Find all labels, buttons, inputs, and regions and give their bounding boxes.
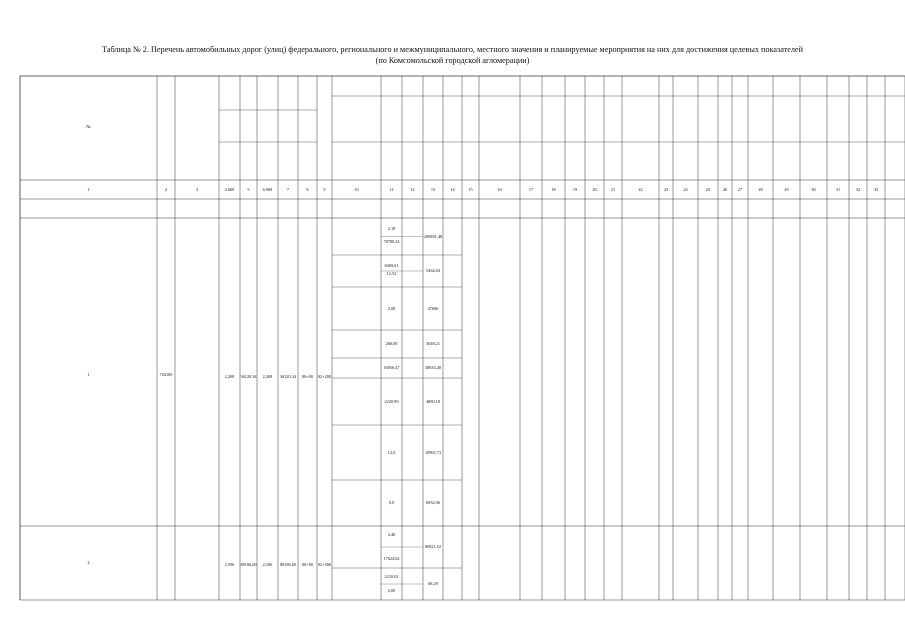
header-column-number: 1 xyxy=(87,187,90,192)
work-quantity: 2,46 xyxy=(387,532,396,537)
header-col-name xyxy=(175,118,219,134)
header-column-number: 2 xyxy=(164,187,168,192)
work-cost: 6052,06 xyxy=(426,500,440,505)
row-length-value: 02+506 xyxy=(317,562,332,567)
header-column-number: 10 xyxy=(354,187,359,192)
header-column-number: 23 xyxy=(663,187,669,192)
work-quantity: 16056,47 xyxy=(383,365,400,370)
row-length-value: 2,506 xyxy=(262,562,273,567)
header-year-group xyxy=(445,82,583,88)
row-length-value: 36120,34 xyxy=(279,374,297,379)
header-column-number: 15 xyxy=(468,187,473,192)
row-length-value: 00+00 xyxy=(301,562,314,567)
work-cost: 10965,73 xyxy=(424,449,442,455)
work-cost: 68,29 xyxy=(428,581,438,586)
header-length-group xyxy=(219,88,317,100)
work-unit xyxy=(402,263,423,269)
work-name xyxy=(333,229,381,245)
work-cost: 5464,04 xyxy=(426,268,440,273)
header-column-number: 18 xyxy=(551,187,556,192)
header-column-number: 6.068 xyxy=(262,187,273,192)
header-column-number: 7 xyxy=(286,187,290,192)
header-column-number: 4.068 xyxy=(224,187,235,192)
title-line-2: (по Комсомольской городской агломерации) xyxy=(375,56,530,65)
row-index xyxy=(157,560,175,566)
work-name xyxy=(333,360,381,376)
work-unit xyxy=(402,399,423,405)
work-quantity: 12,52 xyxy=(386,271,397,276)
work-quantity: 2210,02 xyxy=(384,574,399,579)
header-column-number: 20 xyxy=(592,187,597,192)
header-column-number: 17 xyxy=(528,187,534,192)
work-quantity: 0,0 xyxy=(388,500,395,505)
header-column-number: 19 xyxy=(572,187,578,192)
row-length-value: 00+00 xyxy=(301,374,314,379)
work-quantity: 2,00 xyxy=(387,588,396,593)
title-line-1: Таблица № 2. Перечень автомобильных дорог (улиц) федерального, регионального и межмуниципального, местного значения и планируемые мероприятия на них для достижения целевых показателей xyxy=(102,45,803,54)
work-name xyxy=(333,263,381,279)
header-column-number: 33 xyxy=(873,187,879,192)
row-length-value: 2,506 xyxy=(224,562,235,567)
header-column-number: 9 xyxy=(323,187,326,192)
header-column-number: 11 xyxy=(389,187,394,192)
row-number: 1 xyxy=(87,372,90,377)
work-quantity: 2,18 xyxy=(387,226,396,231)
row-road-name xyxy=(176,550,218,572)
header-year-group xyxy=(720,82,865,88)
work-name xyxy=(333,495,381,511)
header-column-number: 21 xyxy=(610,187,616,192)
work-unit xyxy=(402,450,423,456)
header-column-number: 3 xyxy=(195,187,199,192)
work-quantity: 260,00 xyxy=(385,341,398,346)
work-cost: 209881,48 xyxy=(423,233,443,239)
work-unit xyxy=(402,588,423,594)
header-col-number: № xyxy=(86,125,91,130)
row-length-value: 02+208 xyxy=(317,374,332,379)
work-name xyxy=(333,336,381,352)
row-length-value: 2,208 xyxy=(224,374,235,379)
row-road-name xyxy=(176,362,218,384)
header-column-number: 5 xyxy=(247,187,250,192)
work-quantity: 78780,34 xyxy=(383,239,400,244)
section-title xyxy=(20,207,905,212)
header-column-number: 13 xyxy=(430,187,436,192)
work-unit xyxy=(402,239,423,245)
row-number: 2 xyxy=(87,560,90,565)
header-column-number: 28 xyxy=(758,187,763,192)
work-quantity: 2220,99 xyxy=(384,398,399,404)
work-unit xyxy=(402,500,423,506)
work-name xyxy=(333,576,381,592)
work-unit xyxy=(402,306,423,312)
row-index: 704100 xyxy=(159,372,173,377)
work-quantity: 12,0 xyxy=(387,449,396,455)
work-quantity: 8469,61 xyxy=(384,263,399,268)
header-year-group xyxy=(869,82,903,88)
work-cost: 80821,52 xyxy=(424,544,442,549)
work-cost: 3048,21 xyxy=(426,341,440,346)
row-length-value: 36120,34 xyxy=(240,374,257,379)
header-column-number: 27 xyxy=(737,187,743,192)
work-name xyxy=(333,539,381,555)
header-year-group xyxy=(334,82,441,88)
header-column-number: 30 xyxy=(811,187,816,192)
header-column-number: 25 xyxy=(705,187,711,192)
header-column-number: 29 xyxy=(784,187,789,192)
header-column-number: 8 xyxy=(306,187,309,192)
work-unit xyxy=(402,574,423,580)
work-unit xyxy=(402,341,423,347)
work-name xyxy=(333,445,381,461)
work-cost: 38833,40 xyxy=(424,365,442,370)
work-name xyxy=(333,394,381,410)
header-column-number: 31 xyxy=(835,187,841,192)
work-unit xyxy=(402,226,423,232)
work-cost: 47686 xyxy=(427,305,439,311)
header-column-number: 26 xyxy=(722,187,728,192)
header-column-number: 16 xyxy=(497,187,502,192)
row-length-value: 88186,60 xyxy=(240,562,257,567)
work-quantity: 2,00 xyxy=(387,305,396,311)
work-quantity: 17624,82 xyxy=(383,556,400,561)
work-unit xyxy=(402,365,423,371)
work-unit xyxy=(402,556,423,562)
work-unit xyxy=(402,271,423,277)
header-column-number: 12 xyxy=(410,187,415,192)
header-column-number: 22 xyxy=(638,187,643,192)
header-col-index xyxy=(157,120,175,132)
header-column-number: 32 xyxy=(855,187,861,192)
row-length-value: 2,208 xyxy=(262,374,273,379)
header-year-group xyxy=(587,82,716,88)
work-name xyxy=(333,301,381,317)
row-length-value: 88186,60 xyxy=(279,562,297,567)
header-column-number: 14 xyxy=(450,187,455,192)
work-cost: 4880,18 xyxy=(426,398,440,404)
header-column-number: 24 xyxy=(683,187,688,192)
work-unit xyxy=(402,532,423,538)
